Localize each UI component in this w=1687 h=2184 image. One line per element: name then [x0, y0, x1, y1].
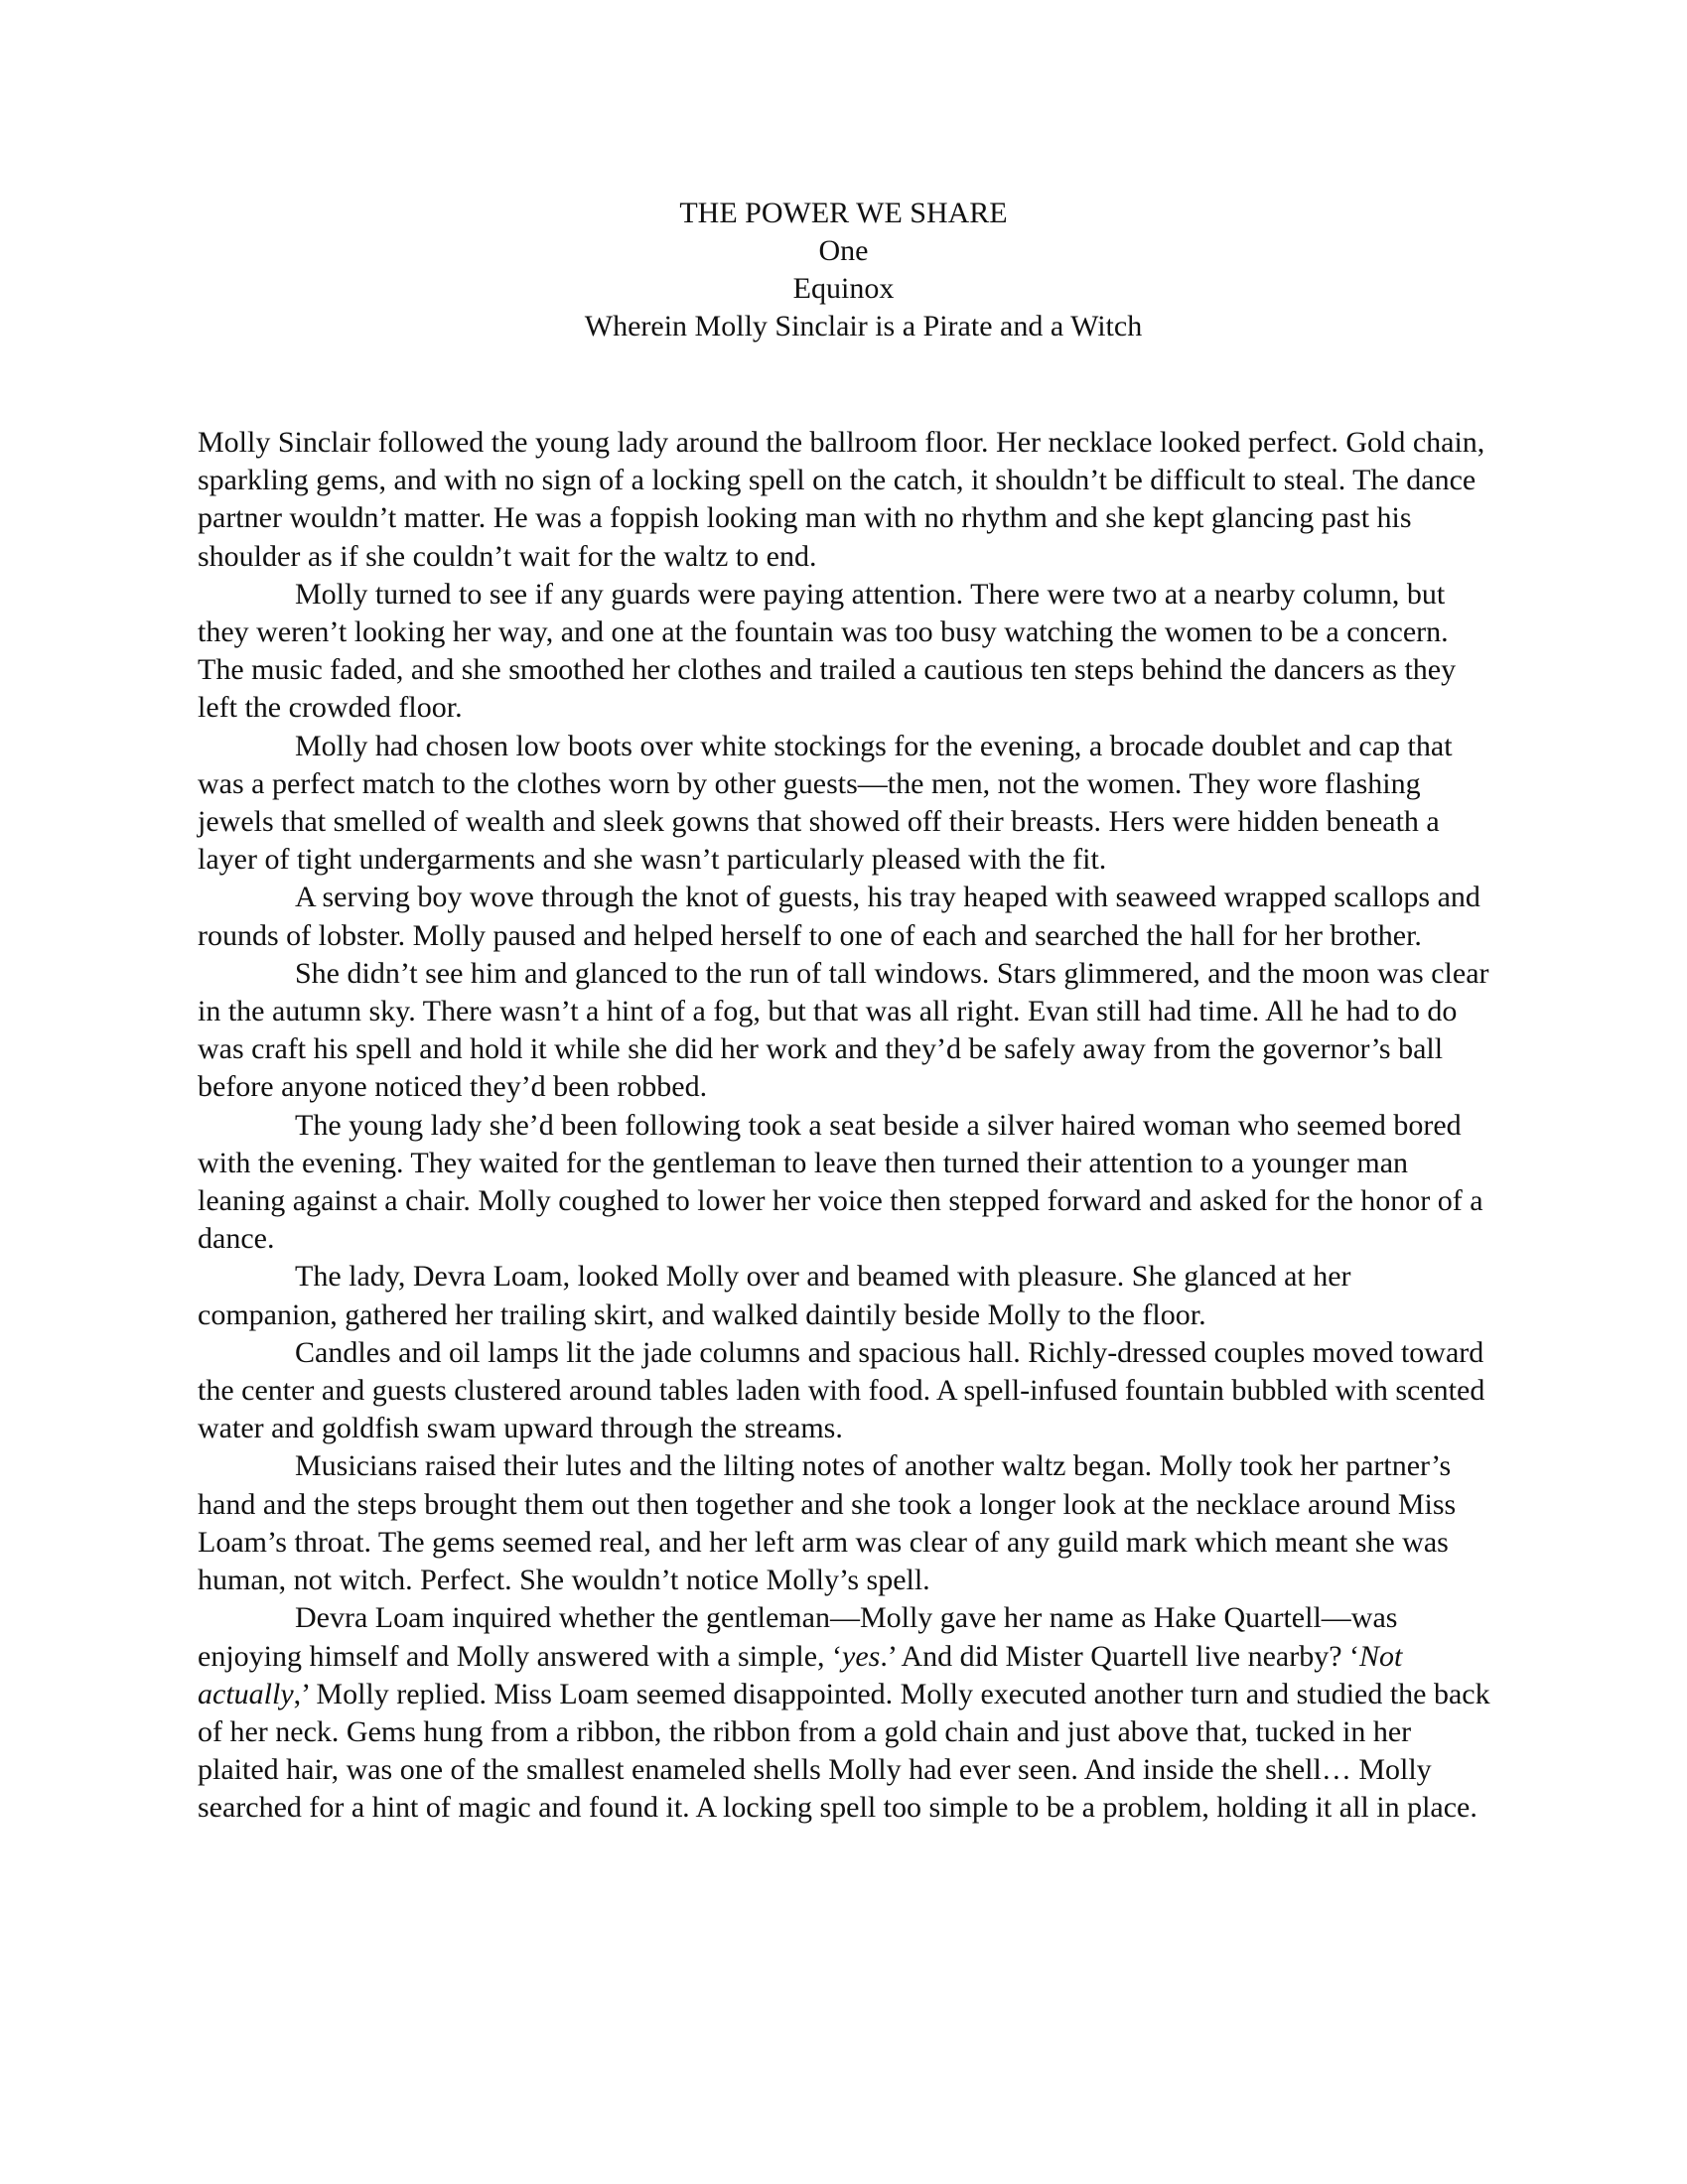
chapter-number: One [818, 234, 869, 267]
paragraph-5: She didn’t see him and glanced to the run of tall windows. Stars glimmered, and the moon was clear in the autumn sky. There wasn’t a hint of a fog, but that was all right. Evan still had time. All he had to do was craft his spell and hold it while she did her work and they’d be safely away from the governor’s ball before anyone noticed they’d been robbed. [198, 956, 1489, 1104]
chapter-subtitle: Wherein Molly Sinclair is a Pirate and a Witch [584, 310, 1143, 342]
paragraph-7: The lady, Devra Loam, looked Molly over and beamed with pleasure. She glanced at her companion, gathered her trailing skirt, and walked daintily beside Molly to the floor. [198, 1260, 1351, 1331]
paragraph-9: Musicians raised their lutes and the lilting notes of another waltz began. Molly took her partner’s hand and the steps brought them out then together and she took a longer look at the necklace around Miss Loam’s throat. The gems seemed real, and her left arm was clear of any guild mark which meant she was human, not witch. Perfect. She wouldn’t notice Molly’s spell. [198, 1449, 1457, 1597]
paragraph-10-emphasis-not-actually: Not actually [198, 1639, 1403, 1710]
paragraph-2: Molly turned to see if any guards were paying attention. There were two at a nearby column, but they weren’t looking her way, and one at the fountain was too busy watching the women to be a concern. The music faded, and she smoothed her clothes and trailed a cautious ten steps behind the dancers as they left the crowded floor. [198, 577, 1457, 725]
paragraph-8: Candles and oil lamps lit the jade columns and spacious hall. Richly-dressed couples moved toward the center and guests clustered around tables laden with food. A spell-infused fountain bubbled with scented water and goldfish swam upward through the streams. [198, 1335, 1485, 1445]
paragraph-10-part-1: Devra Loam inquired whether the gentleman—Molly gave her name as Hake Quartell—was enjoying himself and Molly answered with a simple, ‘ [198, 1601, 1398, 1673]
paragraph-10 [198, 1599, 1493, 1827]
paragraph-10-part-2: .’ And did Mister Quartell live nearby? ‘ [880, 1639, 1359, 1673]
book-title: THE POWER WE SHARE [679, 197, 1008, 229]
chapter-title: Equinox [792, 272, 895, 305]
paragraph-3: Molly had chosen low boots over white stockings for the evening, a brocade doublet and cap that was a perfect match to the clothes worn by other guests—the men, not the women. They wore flashing jewels that smelled of wealth and sleek gowns that showed off their breasts. Hers were hidden beneath a layer of tight undergarments and she wasn’t particularly pleased with the fit. [198, 729, 1453, 877]
story-body [198, 424, 1493, 1828]
paragraph-10-part-3: ,’ Molly replied. Miss Loam seemed disappointed. Molly executed another turn and studied the back of her neck. Gems hung from a ribbon, the ribbon from a gold chain and just above that, tucked in her plaited hair, was one of the smallest enameled shells Molly had ever seen. And inside the shell… Molly searched for a hint of magic and found it. A locking spell too simple to be a problem, holding it all in place. [198, 1677, 1490, 1825]
paragraph-6: The young lady she’d been following took a seat beside a silver haired woman who seemed bored with the evening. They waited for the gentleman to leave then turned their attention to a younger man leaning against a chair. Molly coughed to lower her voice then stepped forward and asked for the honor of a dance. [198, 1108, 1483, 1256]
chapter-header [0, 195, 1687, 345]
paragraph-10-emphasis-yes: yes [842, 1639, 881, 1673]
paragraph-4: A serving boy wove through the knot of guests, his tray heaped with seaweed wrapped scallops and rounds of lobster. Molly paused and helped herself to one of each and searched the hall for her brother. [198, 881, 1480, 952]
paragraph-1: Molly Sinclair followed the young lady around the ballroom floor. Her necklace looked perfect. Gold chain, sparkling gems, and with no sign of a locking spell on the catch, it shouldn’t be difficult to steal. The dance partner wouldn’t matter. He was a foppish looking man with no rhythm and she kept glancing past his shoulder as if she couldn’t wait for the waltz to end. [198, 426, 1485, 573]
